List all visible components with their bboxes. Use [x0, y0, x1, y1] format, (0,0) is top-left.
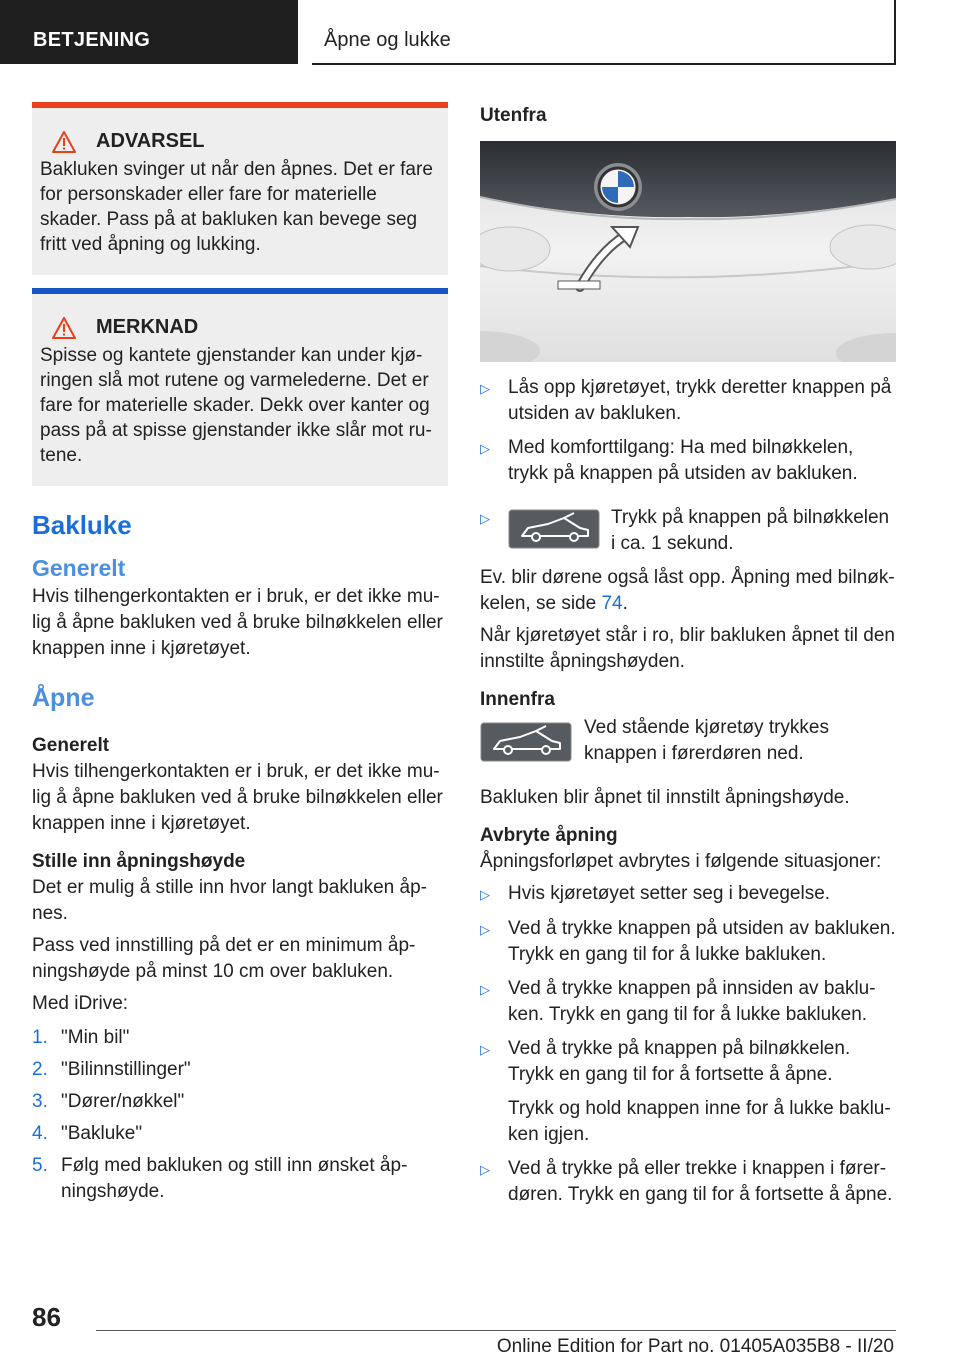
subheading-avbryte: Avbryte åpning: [480, 825, 618, 846]
note-header: [40, 316, 440, 339]
list-item: ▷ Ved å trykke knappen på utsiden av bakluken. Trykk en gang til for å lukke bakluken.: [480, 918, 896, 965]
list-item: ▷ Hvis kjøretøyet setter seg i bevegelse.: [480, 883, 831, 904]
warning-box: [32, 102, 448, 275]
list-item: ▷ Ved å trykke på knappen på bilnøkkelen. Trykk en gang til for å fortsette å åpne.: [480, 1038, 851, 1085]
utenfra-list: [480, 375, 896, 557]
list-item: ▷ Med komforttilgang: Ha med bilnøkkelen, trykk på knappen på utsiden av bakluken.: [480, 437, 858, 484]
chapter-title: Åpne og lukke: [324, 29, 451, 51]
warning-triangle-icon: [52, 317, 76, 339]
avbryte-list: [480, 881, 896, 1208]
list-item-continuation: Trykk og hold knappen inne for å lukke bakluken igjen.: [508, 1098, 891, 1145]
innenfra-row: [480, 715, 896, 767]
list-item: 2. "Bilinnstillinger": [32, 1059, 191, 1080]
list-item: ▷ Lås opp kjøretøyet, trykk deretter knappen på utsiden av bakluken.: [480, 377, 892, 424]
paragraph-avbryte: Åpningsforløpet avbrytes i følgende situasjoner:: [480, 851, 882, 872]
note-title: MERKNAD: [96, 316, 199, 338]
heading-apne: Åpne: [32, 684, 95, 712]
subheading-stille-inn: Stille inn åpningshøyde: [32, 851, 246, 872]
note-text: Spisse og kantete gjenstander kan under kjøringen slå mot rutene og varmelederne. Det er fare for materielle skader. Dekk over kanter og pass på at spisse gjenstander ikke slår mot rutene.: [40, 345, 432, 466]
car-tailgate-icon: [480, 722, 572, 762]
car-tailgate-icon: [508, 509, 600, 549]
page-number: 86: [32, 1302, 61, 1332]
paragraph-ev: Ev. blir dørene også låst opp. Åpning med bilnøkkelen, se side 74.: [480, 567, 895, 614]
page-link[interactable]: 74: [601, 593, 623, 614]
subheading-innenfra: Innenfra: [480, 689, 555, 710]
chapter-header: [312, 0, 896, 65]
list-item: ▷ Ved å trykke på eller trekke i knappen i førerdøren. Trykk en gang til for å fortsette å åpne.: [480, 1158, 893, 1205]
tailgate-button-illustration: [480, 141, 896, 362]
section-tab: [0, 0, 298, 64]
right-column: [480, 102, 896, 1216]
warning-text: Bakluken svinger ut når den åpnes. Det er fare for personskader eller fare for materielle skader. Pass på at bakluken kan bevege seg fritt ved åpning og lukking.: [40, 159, 433, 255]
list-item: 5. Følg med bakluken og still inn ønsket åpningshøyde.: [32, 1155, 408, 1202]
paragraph-generelt: Hvis tilhengerkontakten er i bruk, er det ikke mulig å åpne bakluken ved å bruke bilnøkkelen eller knappen inne i kjøretøyet.: [32, 586, 443, 659]
list-item: ▷ Ved å trykke knappen på innsiden av bakluken. Trykk en gang til for å lukke bakluken.: [480, 978, 876, 1025]
footer-divider: [96, 1330, 896, 1331]
paragraph-stille-1: Det er mulig å stille inn hvor langt bakluken åpnes.: [32, 877, 427, 924]
note-box: [32, 288, 448, 486]
section-title: BETJENING: [33, 29, 151, 51]
list-item: ▷ Trykk på knappen på bilnøkkelen i ca. 1 sekund.: [480, 507, 890, 554]
warning-header: [40, 130, 440, 153]
subheading-generelt: Generelt: [32, 735, 110, 756]
heading-generelt: Generelt: [32, 555, 126, 581]
paragraph-naar: Når kjøretøyet står i ro, blir bakluken åpnet til den innstilte åpningshøyden.: [480, 625, 896, 672]
list-item: 1. "Min bil": [32, 1027, 130, 1048]
left-column: [32, 102, 448, 1211]
idrive-steps: [32, 1025, 448, 1205]
paragraph-stille-2: Pass ved innstilling på det er en minimum åpningshøyde på minst 10 cm over bakluken.: [32, 935, 416, 982]
footer-edition: Online Edition for Part no. 01405A035B8 - II/20: [496, 1336, 894, 1357]
paragraph-generelt-2: Hvis tilhengerkontakten er i bruk, er det ikke mulig å åpne bakluken ved å bruke bilnøkkelen eller knappen inne i kjøretøyet.: [32, 761, 443, 834]
warning-triangle-icon: [52, 131, 76, 153]
paragraph-idrive: Med iDrive:: [32, 993, 129, 1014]
subheading-utenfra: Utenfra: [480, 105, 547, 126]
paragraph-bakluken: Bakluken blir åpnet til innstilt åpningshøyde.: [480, 787, 850, 808]
heading-bakluke: Bakluke: [32, 510, 132, 540]
list-item: 4. "Bakluke": [32, 1123, 143, 1144]
paragraph-innenfra: Ved stående kjøretøy trykkes knappen i førerdøren ned.: [584, 717, 829, 764]
warning-title: ADVARSEL: [96, 130, 205, 152]
list-item: 3. "Dører/nøkkel": [32, 1091, 185, 1112]
